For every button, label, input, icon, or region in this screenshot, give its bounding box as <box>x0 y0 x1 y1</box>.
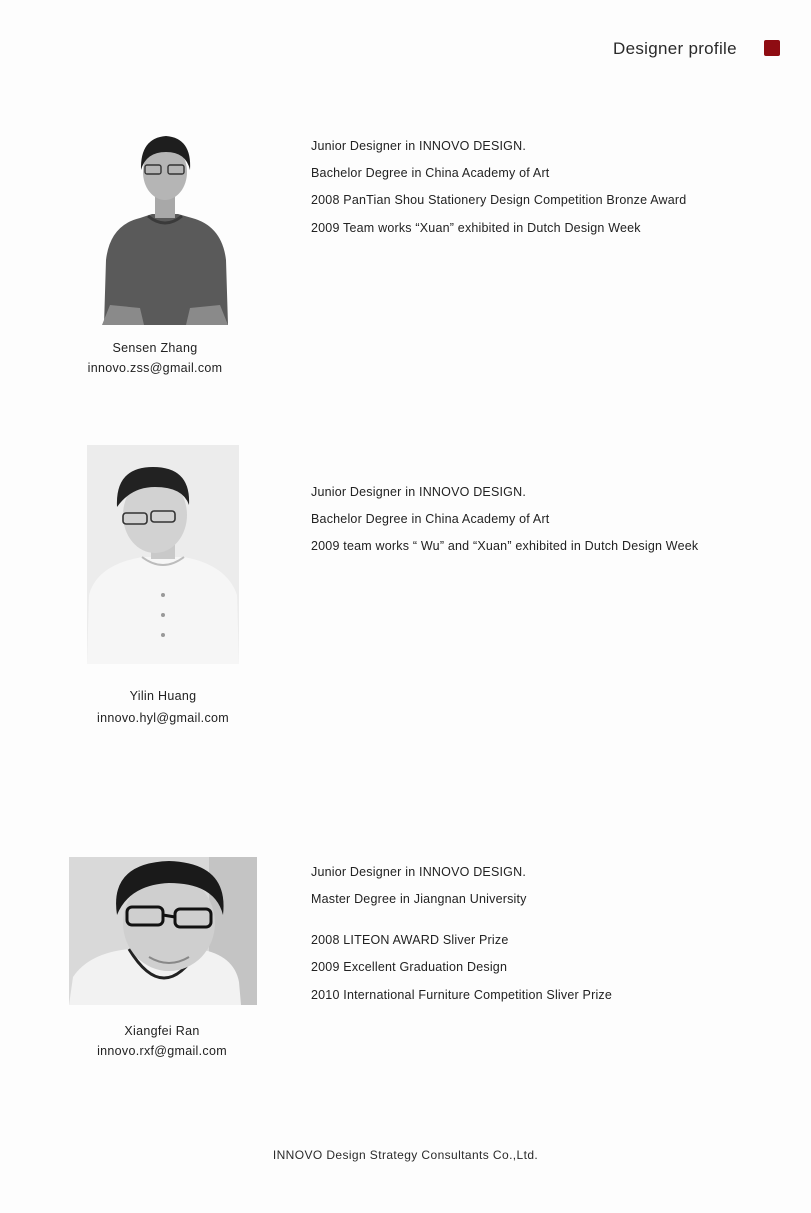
designer-email: innovo.zss@gmail.com <box>87 361 223 375</box>
company-footer: INNOVO Design Strategy Consultants Co.,Ltd. <box>272 1148 539 1162</box>
page-title: Designer profile <box>613 39 737 58</box>
designer-email: innovo.rxf@gmail.com <box>97 1044 227 1058</box>
bio-line: 2010 International Furniture Competition Sliver Prize <box>311 988 613 1002</box>
bio-line: 2009 team works “ Wu” and “Xuan” exhibited in Dutch Design Week <box>311 539 699 553</box>
bio-line: Junior Designer in INNOVO DESIGN. <box>311 865 526 879</box>
designer-photo-yilin-huang <box>87 445 239 664</box>
designer-card-sensen-zhang <box>60 338 250 378</box>
designer-email: innovo.hyl@gmail.com <box>97 711 229 725</box>
bio-line: Bachelor Degree in China Academy of Art <box>311 166 550 180</box>
designer-name: Xiangfei Ran <box>124 1024 200 1038</box>
designer-card-xiangfei-ran <box>67 1021 257 1061</box>
designer-name: Yilin Huang <box>129 689 197 703</box>
bio-line: 2009 Excellent Graduation Design <box>311 960 508 974</box>
bio-line: Junior Designer in INNOVO DESIGN. <box>311 139 526 153</box>
bio-line: Master Degree in Jiangnan University <box>311 892 527 906</box>
bio-line: 2008 PanTian Shou Stationery Design Competition Bronze Award <box>311 193 687 207</box>
designer-photo-sensen-zhang <box>100 130 230 325</box>
designer-name: Sensen Zhang <box>112 341 198 355</box>
designer-photo-xiangfei-ran <box>69 857 257 1005</box>
bio-line: Junior Designer in INNOVO DESIGN. <box>311 485 526 499</box>
bio-line: Bachelor Degree in China Academy of Art <box>311 512 550 526</box>
designer-card-yilin-huang <box>68 686 258 728</box>
bio-line: 2008 LITEON AWARD Sliver Prize <box>311 933 509 947</box>
header-accent-square <box>764 40 780 56</box>
bio-line: 2009 Team works “Xuan” exhibited in Dutch Design Week <box>311 221 641 235</box>
